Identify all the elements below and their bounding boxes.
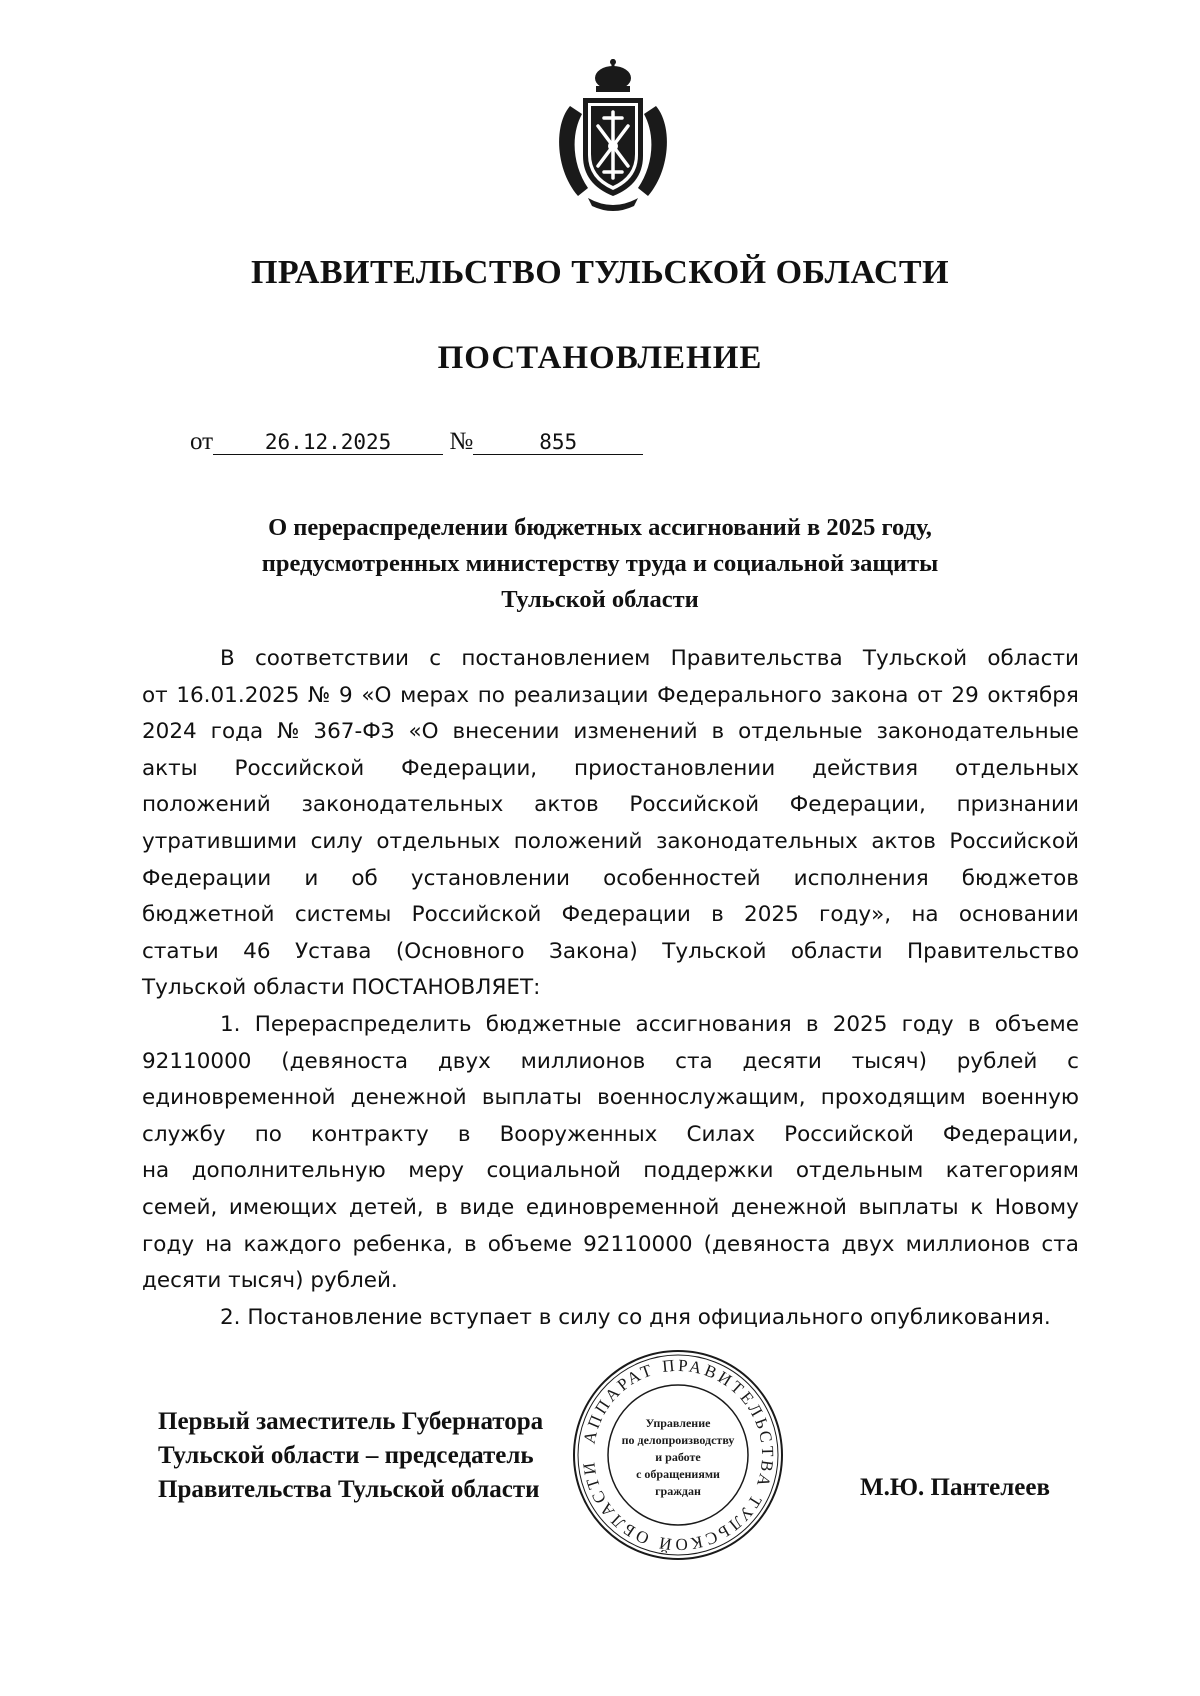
coat-of-arms-icon bbox=[548, 56, 678, 216]
item-1-line: единовременной денежной выплаты военнослужащим, проходящим военную bbox=[142, 1085, 1079, 1111]
item-1-line: на дополнительную меру социальной поддержки отдельным категориям bbox=[142, 1158, 1079, 1184]
official-stamp bbox=[568, 1345, 788, 1565]
body-line: В соответствии с постановлением Правительства Тульской области bbox=[220, 646, 1079, 671]
body-line: Тульской области ПОСТАНОВЛЯЕТ: bbox=[142, 975, 541, 1001]
signatory-name: М.Ю. Пантелеев bbox=[860, 1474, 1050, 1501]
subject-line: О перераспределении бюджетных ассигнований в 2025 году, bbox=[268, 514, 932, 541]
dateline bbox=[190, 428, 643, 456]
body-line: 2024 года № 367-ФЗ «О внесении изменений в отдельные законодательные bbox=[142, 719, 1079, 745]
item-1-line: 1. Перераспределить бюджетные ассигнования в 2025 году в объеме bbox=[220, 1011, 1079, 1037]
stamp-ring-text: АППАРАТ ПРАВИТЕЛЬСТВА ТУЛЬСКОЙ ОБЛАСТИ bbox=[578, 1355, 778, 1555]
item-1-line: семей, имеющих детей, в виде единовременной денежной выплаты к Новому bbox=[142, 1194, 1079, 1220]
body-line: положений законодательных актов Российской Федерации, признании bbox=[142, 792, 1079, 818]
body-line: бюджетной системы Российской Федерации в 2025 году», на основании bbox=[142, 902, 1079, 928]
subject-line: Тульской области bbox=[501, 586, 699, 613]
body-line: статьи 46 Устава (Основного Закона) Тульской области Правительство bbox=[142, 938, 1079, 964]
item-1-line: десяти тысяч) рублей. bbox=[142, 1268, 398, 1294]
signature-title-line: Первый заместитель Губернатора bbox=[158, 1408, 544, 1435]
stamp-center-line: граждан bbox=[655, 1484, 701, 1498]
document-subject bbox=[130, 510, 1070, 618]
body-line: Федерации и об установлении особенностей исполнения бюджетов bbox=[142, 865, 1079, 891]
document-type: ПОСТАНОВЛЕНИЕ bbox=[437, 340, 763, 376]
government-title: ПРАВИТЕЛЬСТВО ТУЛЬСКОЙ ОБЛАСТИ bbox=[250, 254, 950, 291]
signature-title bbox=[158, 1405, 543, 1507]
subject-line: предусмотренных министерству труда и социальной защиты bbox=[261, 550, 939, 577]
number-label: № bbox=[449, 428, 474, 455]
stamp-center-line: по делопроизводству bbox=[621, 1433, 735, 1447]
signature-title-line: Правительства Тульской области bbox=[158, 1476, 540, 1503]
item-1-line: году на каждого ребенка, в объеме 92110000 (девяноста двух миллионов ста bbox=[142, 1231, 1079, 1257]
stamp-center-line: с обращениями bbox=[636, 1467, 720, 1481]
stamp-center-line: и работе bbox=[655, 1450, 701, 1464]
body-line: акты Российской Федерации, приостановлении действия отдельных bbox=[142, 755, 1079, 781]
item-1-line: 92110000 (девяноста двух миллионов ста десяти тысяч) рублей с bbox=[142, 1048, 1079, 1074]
document-number: 855 bbox=[473, 430, 643, 455]
signature-title-line: Тульской области – председатель bbox=[158, 1442, 534, 1469]
item-2-line: 2. Постановление вступает в силу со дня официального опубликования. bbox=[220, 1304, 1051, 1330]
item-1-line: службу по контракту в Вооруженных Силах Российской Федерации, bbox=[142, 1121, 1079, 1147]
body-line: от 16.01.2025 № 9 «О мерах по реализации Федерального закона от 29 октября bbox=[142, 682, 1079, 708]
date-value: 26.12.2025 bbox=[213, 430, 443, 455]
stamp-center-line: Управление bbox=[645, 1416, 711, 1430]
body-line: утратившими силу отдельных положений законодательных актов Российской bbox=[142, 828, 1079, 854]
date-label: от bbox=[190, 428, 214, 455]
document-body bbox=[142, 641, 1079, 1336]
